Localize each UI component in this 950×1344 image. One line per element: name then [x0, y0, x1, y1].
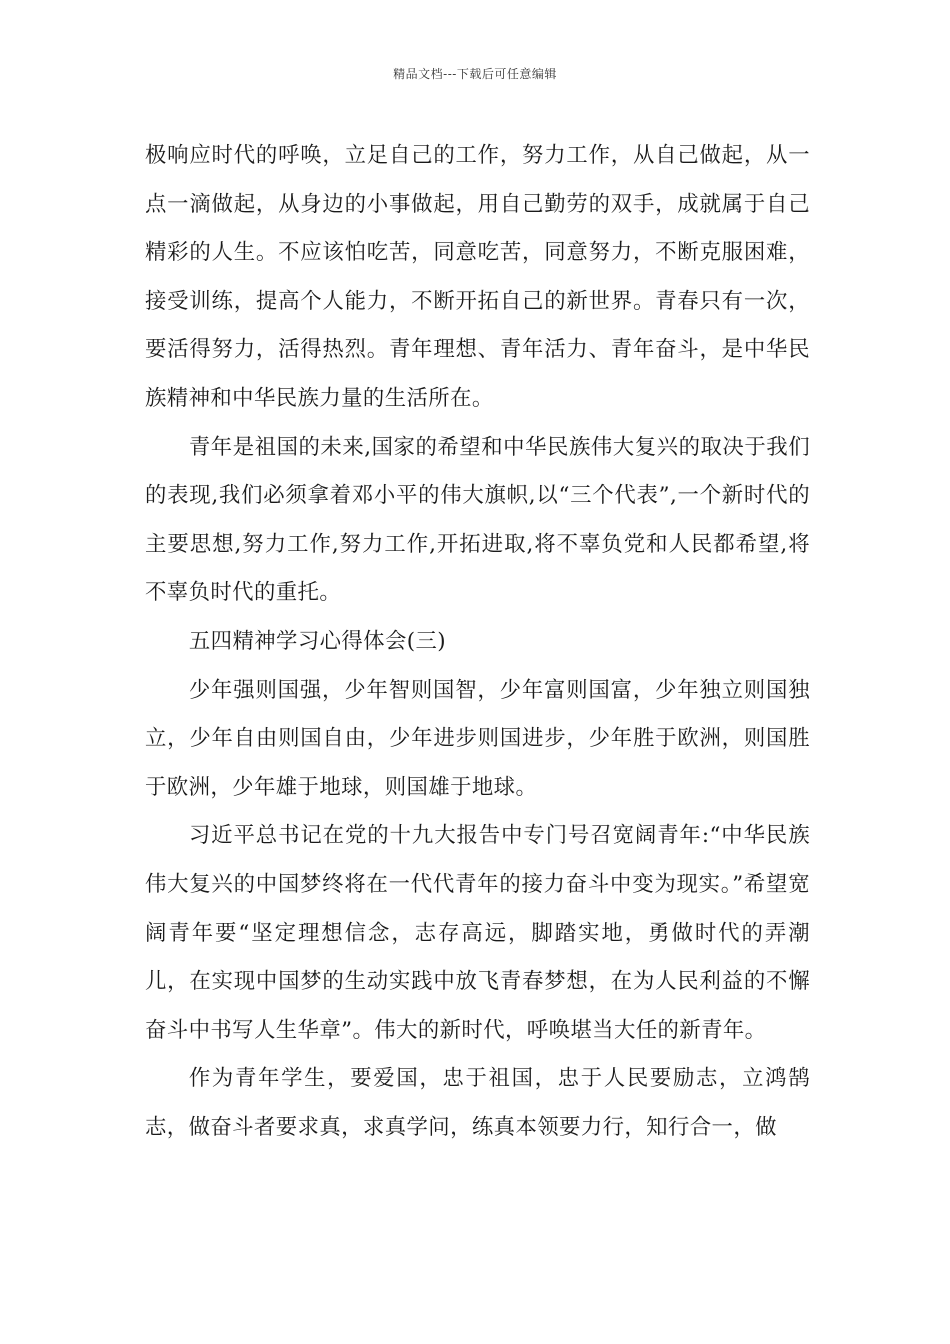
paragraph-youth-future: 青年是祖国的未来,国家的希望和中华民族伟大复兴的取决于我们的表现,我们必须拿着邓小平的伟大旗帜,以“三个代表”,一个新时代的主要思想,努力工作,努力工作,开拓进取,将不辜负党和人民都希望,将不辜负时代的重托。 — [145, 434, 810, 606]
paragraph-students: 作为青年学生，要爱国，忠于祖国，忠于人民要励志，立鸿鹄志，做奋斗者要求真，求真学问，练真本领要力行，知行合一，做 — [145, 1066, 810, 1140]
paragraph-shaonian-qiang: 少年强则国强，少年智则国智，少年富则国富，少年独立则国独立，少年自由则国自由，少年进步则国进步，少年胜于欧洲，则国胜于欧洲，少年雄于地球，则国雄于地球。 — [145, 677, 810, 800]
section-heading: 五四精神学习心得体会(三) — [188, 628, 447, 654]
document-body — [145, 132, 810, 1152]
paragraph-nineteenth-congress: 习近平总书记在党的十九大报告中专门号召宽阔青年:“中华民族伟大复兴的中国梦终将在一代代青年的接力奋斗中变为现实。”希望宽阔青年要“坚定理想信念，志存高远，脚踏实地，勇做时代的弄潮儿，在实现中国梦的生动实践中放飞青春梦想，在为人民利益的不懈奋斗中书写人生华章”。伟大的新时代，呼唤堪当大任的新青年。 — [145, 823, 810, 1043]
paragraph-continuation: 极响应时代的呼唤，立足自己的工作，努力工作，从自己做起，从一点一滴做起，从身边的小事做起，用自己勤劳的双手，成就属于自己精彩的人生。不应该怕吃苦，同意吃苦，同意努力，不断克服困难，接受训练，提高个人能力，不断开拓自己的新世界。青春只有一次，要活得努力，活得热烈。青年理想、青年活力、青年奋斗，是中华民族精神和中华民族力量的生活所在。 — [145, 143, 810, 411]
page-header: 精品文档---下载后可任意编辑 — [393, 67, 557, 81]
